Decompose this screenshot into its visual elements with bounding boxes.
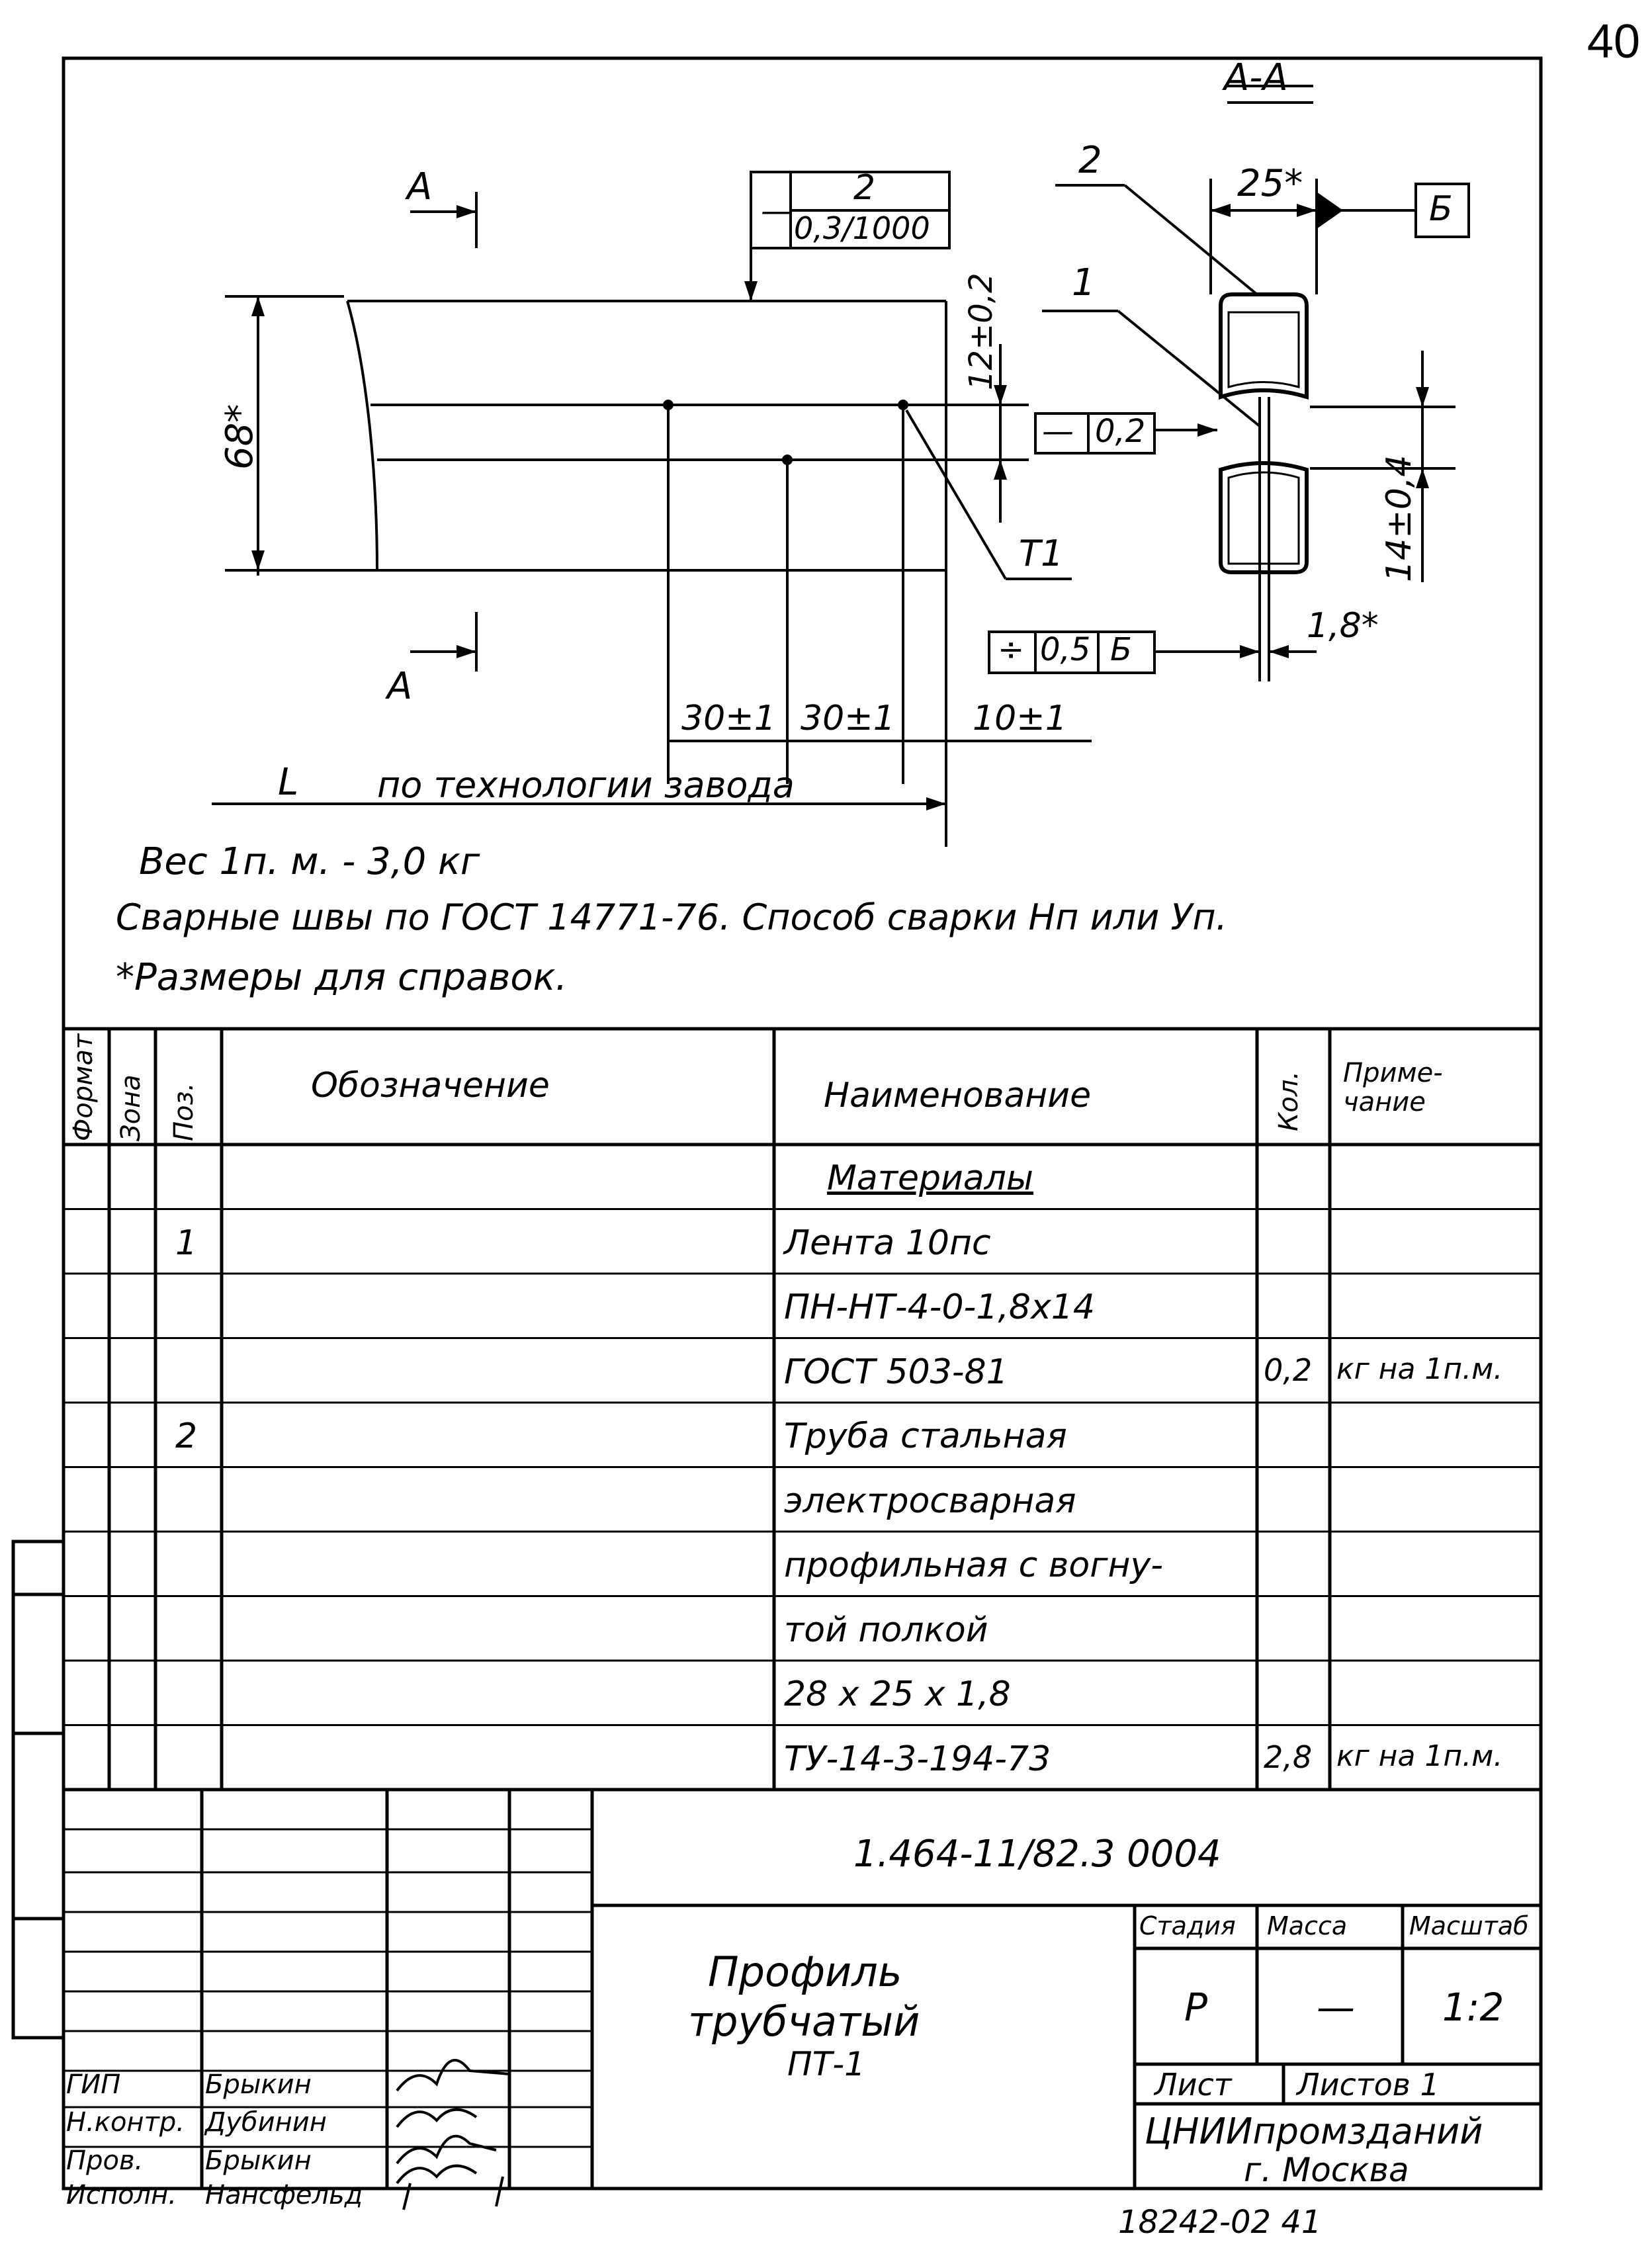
cell-name: той полкой — [784, 1610, 988, 1650]
tol-flat-sym: — — [761, 193, 793, 230]
profile-elevation — [212, 192, 1092, 847]
header-designation: Обозначение — [311, 1066, 550, 1106]
dim-14: 14±0,4 — [1379, 455, 1419, 582]
cell-note: кг на 1п.м. — [1336, 1352, 1503, 1386]
org-name: ЦНИИпромзданий — [1145, 2110, 1483, 2152]
section-mark-bottom: А — [387, 665, 413, 708]
cell-qty: 0,2 — [1264, 1352, 1313, 1388]
stage-label: Стадия — [1139, 1911, 1236, 1940]
header-pos: Поз. — [169, 1082, 199, 1141]
note-welds: Сварные швы по ГОСТ 14771-76. Способ сварки Нп или Уп. — [116, 896, 1227, 938]
header-qty: Кол. — [1274, 1070, 1304, 1131]
cell-note: кг на 1п.м. — [1336, 1739, 1503, 1773]
mass-value: — — [1317, 1985, 1355, 2030]
cell-qty: 2,8 — [1264, 1739, 1313, 1775]
doc-code: 1.464-11/82.3 0004 — [853, 1833, 1221, 1876]
cell-name: Материалы — [827, 1158, 1033, 1198]
tol-sym-sym: ÷ — [998, 631, 1025, 668]
mass-label: Масса — [1267, 1911, 1348, 1940]
cell-name: Труба стальная — [784, 1416, 1067, 1456]
title-line-2: трубчатый — [688, 1997, 920, 2046]
sheets-label: Листов 1 — [1297, 2067, 1440, 2103]
dim-30a: 30±1 — [681, 699, 776, 738]
base-label: Б — [1429, 189, 1453, 229]
signer-name: Брыкин — [205, 2069, 312, 2100]
dim-25: 25* — [1237, 162, 1303, 205]
header-name: Наименование — [824, 1076, 1092, 1115]
note-weight: Вес 1п. м. - 3,0 кг — [139, 840, 480, 883]
cell-name: ПН-НТ-4-0-1,8х14 — [784, 1287, 1095, 1327]
cell-name: Лента 10пс — [784, 1223, 991, 1263]
org-city: г. Москва — [1244, 2151, 1409, 2189]
signer-role: Пров. — [66, 2146, 144, 2176]
header-format: Формат — [68, 1033, 99, 1141]
sheet-label: Лист — [1154, 2067, 1232, 2103]
tol-straight-val: 0,2 — [1095, 413, 1146, 450]
signer-role: Исполн. — [66, 2180, 177, 2210]
title-line-3: ПТ-1 — [787, 2045, 865, 2083]
tol-sym-val: 0,5 — [1040, 631, 1091, 668]
dim-l-note: по технологии завода — [377, 764, 795, 806]
pos-1-callout: 1 — [1072, 261, 1096, 304]
cell-name: ГОСТ 503-81 — [784, 1352, 1008, 1392]
dim-12: 12±0,2 — [963, 273, 1000, 390]
title-line-1: Профиль — [708, 1948, 902, 1996]
signer-role: Н.контр. — [66, 2107, 185, 2138]
dim-30b: 30±1 — [801, 699, 895, 738]
note-reference: *Размеры для справок. — [116, 956, 568, 999]
cell-name: 28 х 25 х 1,8 — [784, 1674, 1011, 1714]
tol-flat-top: 2 — [853, 168, 876, 208]
sheet-number: 40 — [1587, 15, 1640, 68]
header-zone: Зона — [116, 1074, 146, 1141]
weld-label: Т1 — [1019, 533, 1064, 574]
footer-code: 18242-02 41 — [1118, 2204, 1322, 2241]
tol-flat-bottom: 0,3/1000 — [794, 210, 930, 246]
section-title: А-А — [1224, 56, 1288, 99]
signer-name: Брыкин — [205, 2146, 312, 2176]
pos-2-callout: 2 — [1078, 139, 1102, 182]
signer-name: Нансфельд — [205, 2180, 363, 2210]
tol-sym-base: Б — [1110, 631, 1132, 668]
signer-role: ГИП — [66, 2069, 121, 2100]
scale-value: 1:2 — [1442, 1985, 1504, 2030]
tol-straight-sym: — — [1042, 413, 1074, 450]
scale-label: Масштаб — [1409, 1911, 1529, 1940]
cell-pos: 1 — [175, 1223, 198, 1263]
header-note: Приме-чание — [1343, 1058, 1443, 1117]
sheet-frame — [64, 58, 1541, 2189]
signer-name: Дубинин — [205, 2107, 327, 2138]
cell-pos: 2 — [175, 1416, 198, 1456]
dim-1-8: 1,8* — [1307, 606, 1379, 646]
dim-68: 68* — [218, 404, 261, 470]
cell-name: профильная с вогну- — [784, 1545, 1164, 1585]
cell-name: ТУ-14-3-194-73 — [784, 1739, 1051, 1779]
stage-value: Р — [1184, 1985, 1207, 2030]
dim-10: 10±1 — [973, 699, 1067, 738]
cell-name: электросварная — [784, 1481, 1076, 1521]
dim-l: L — [278, 761, 299, 804]
section-aa — [1221, 294, 1307, 572]
section-mark-top: А — [407, 165, 433, 208]
